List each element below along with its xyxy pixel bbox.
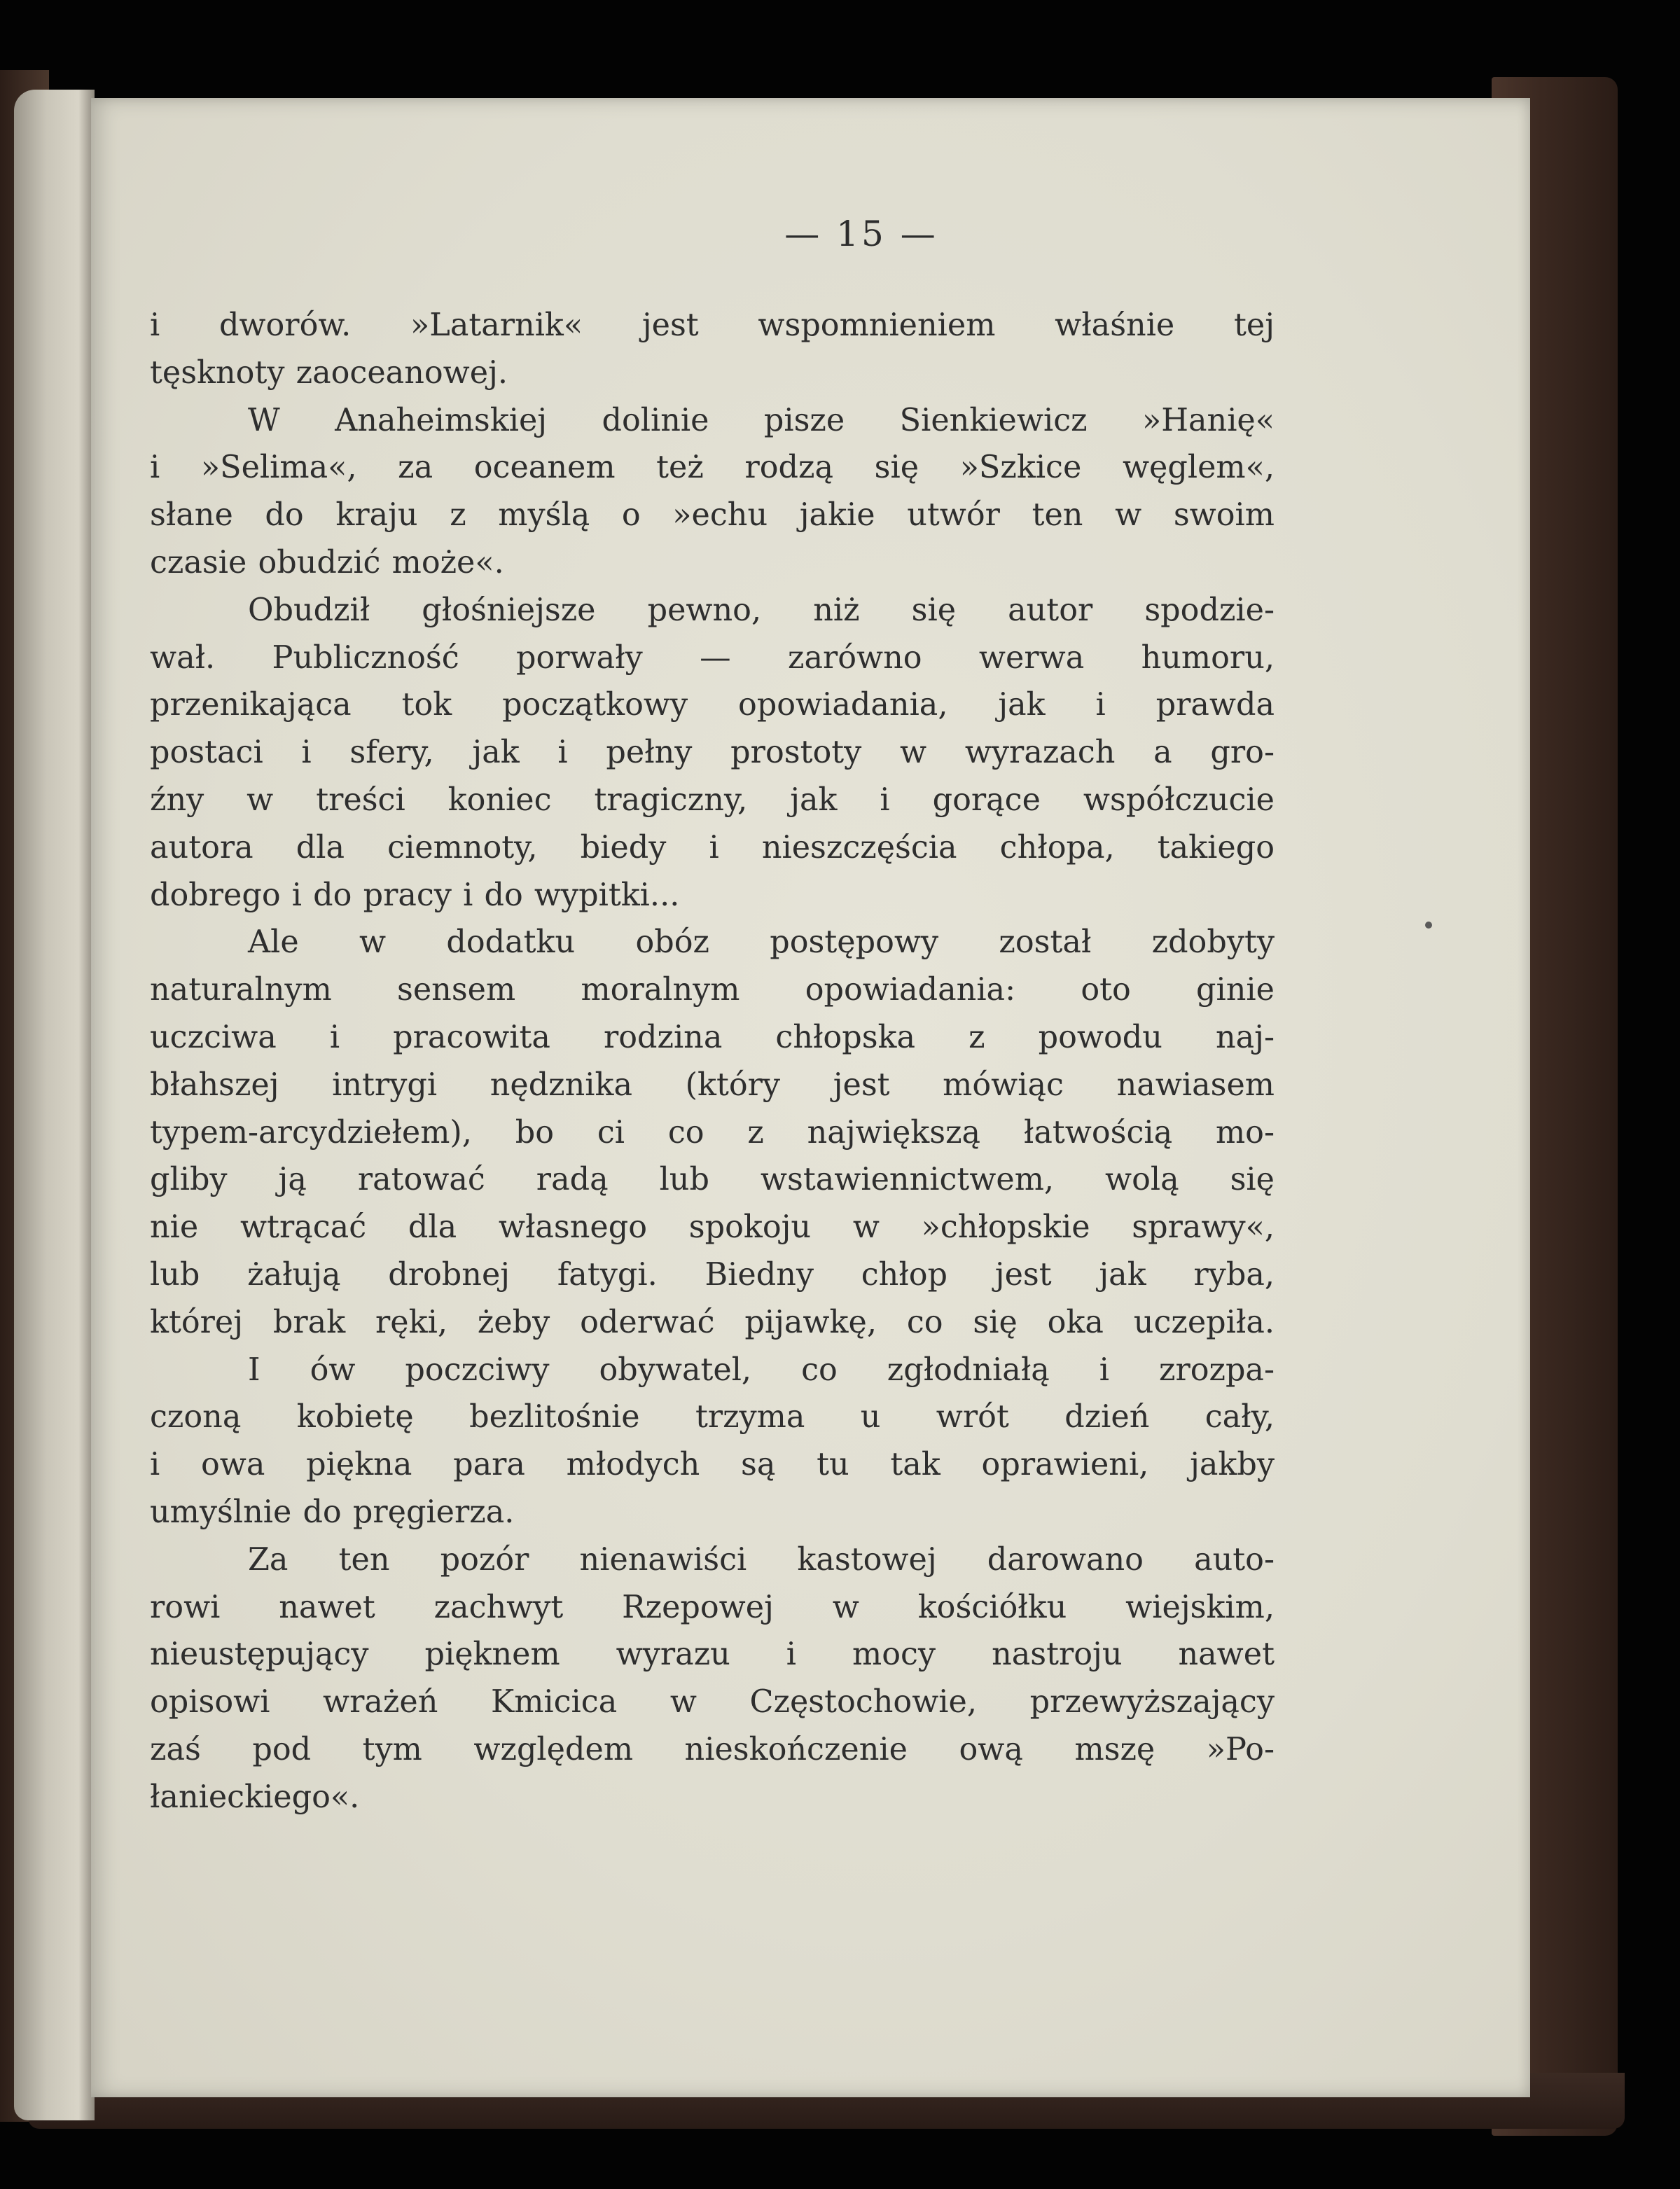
text-line: czoną kobietę bezlitośnie trzyma u wrót dzień cały, <box>150 1399 1275 1436</box>
page-speck <box>1425 922 1432 929</box>
text-line: dobrego i do pracy i do wypitki... <box>150 877 680 913</box>
text-line: Ale w dodatku obóz postępowy został zdobyty <box>248 924 1275 961</box>
text-line: błahszej intrygi nędznika (który jest mówiąc nawiasem <box>150 1066 1275 1103</box>
text-line: wał. Publiczność porwały — zarówno werwa humoru, <box>150 639 1275 676</box>
previous-page-edge <box>14 90 95 2120</box>
text-line: nieustępujący pięknem wyrazu i mocy nastroju nawet <box>150 1636 1275 1673</box>
text-line: tęsknoty zaoceanowej. <box>150 354 508 391</box>
text-line: uczciwa i pracowita rodzina chłopska z powodu naj- <box>150 1019 1275 1055</box>
text-line: której brak ręki, żeby oderwać pijawkę, co się oka uczepiła. <box>150 1304 1275 1340</box>
text-line: słane do kraju z myślą o »echu jakie utwór ten w swoim <box>150 497 1275 534</box>
text-line: I ów poczciwy obywatel, co zgłodniałą i zrozpa- <box>248 1351 1275 1388</box>
text-line: Za ten pozór nienawiści kastowej darowano auto- <box>248 1541 1275 1578</box>
page-number: — 15 — <box>784 214 938 254</box>
text-line: i owa piękna para młodych są tu tak oprawieni, jakby <box>150 1447 1275 1483</box>
text-line: opisowi wrażeń Kmicica w Częstochowie, przewyższający <box>150 1684 1275 1721</box>
text-line: Obudził głośniejsze pewno, niż się autor spodzie- <box>248 592 1275 628</box>
text-line: typem-arcydziełem), bo ci co z największą łatwością mo- <box>150 1114 1275 1151</box>
text-line: nie wtrącać dla własnego spokoju w »chłopskie sprawy«, <box>150 1209 1275 1246</box>
text-line: źny w treści koniec tragiczny, jak i gorące współczucie <box>150 781 1275 818</box>
text-line: lub żałują drobnej fatygi. Biedny chłop jest jak ryba, <box>150 1256 1275 1293</box>
text-line: i »Selima«, za oceanem też rodzą się »Szkice węglem«, <box>150 450 1275 486</box>
text-line: postaci i sfery, jak i pełny prostoty w wyrazach a gro- <box>150 735 1275 771</box>
text-line: naturalnym sensem moralnym opowiadania: oto ginie <box>150 972 1275 1008</box>
text-line: rowi nawet zachwyt Rzepowej w kościółku wiejskim, <box>150 1589 1275 1625</box>
body-text <box>150 302 1275 1821</box>
text-line: autora dla ciemnoty, biedy i nieszczęścia chłopa, takiego <box>150 829 1275 866</box>
text-line: gliby ją ratować radą lub wstawiennictwem, wolą się <box>150 1162 1275 1198</box>
text-line: W Anaheimskiej dolinie pisze Sienkiewicz »Hanię« <box>248 402 1275 438</box>
text-line: umyślnie do pręgierza. <box>150 1494 515 1530</box>
text-line: i dworów. »Latarnik« jest wspomnieniem właśnie tej <box>150 307 1275 343</box>
text-line: zaś pod tym względem nieskończenie ową mszę »Po- <box>150 1731 1275 1767</box>
text-line: czasie obudzić może«. <box>150 544 504 581</box>
text-line: łanieckiego«. <box>150 1779 360 1815</box>
text-line: przenikająca tok początkowy opowiadania, jak i prawda <box>150 687 1275 723</box>
